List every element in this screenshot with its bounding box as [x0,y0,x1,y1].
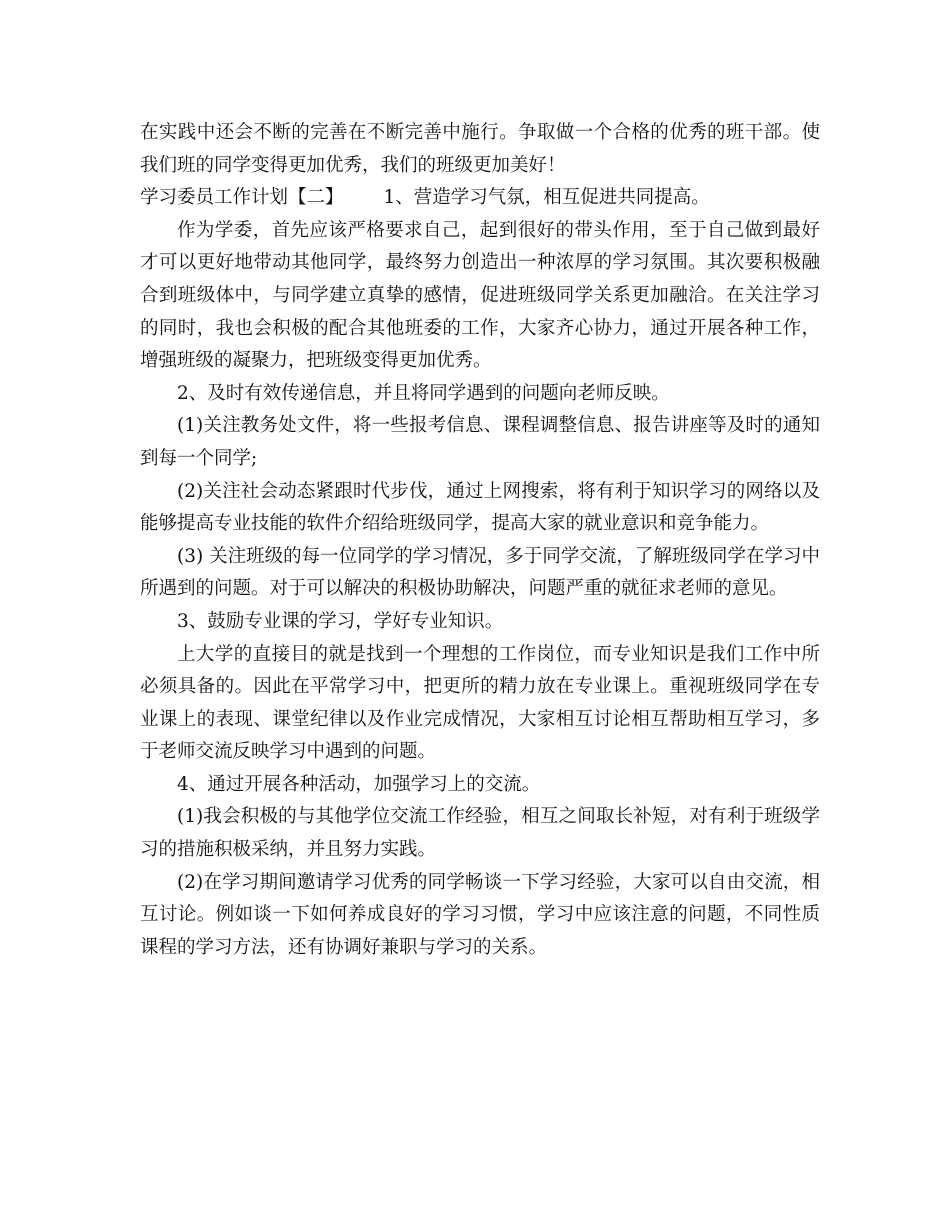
item-2-title: 2、及时有效传递信息，并且将同学遇到的问题向老师反映。 [177,382,670,404]
item-3-title: 3、鼓励专业课的学习，学好专业知识。 [177,610,504,632]
paragraph-item-2-sub-3: (3) 关注班级的每一位同学的学习情况，多于同学交流，了解班级同学在学习中所遇到的问题。对于可以解决的积极协助解决，问题严重的就征求老师的意见。 [140,545,820,600]
paragraph-item-2-sub-2: (2)关注社会动态紧跟时代步伐，通过上网搜索，将有利于知识学习的网络以及能够提高专业技能的软件介绍给班级同学，提高大家的就业意识和竞争能力。 [140,480,820,535]
section-heading-line [140,182,820,215]
item-4-title: 4、通过开展各种活动，加强学习上的交流。 [177,773,541,795]
document-body [140,117,820,964]
item-1-title: 1、营造学习气氛，相互促进共同提高。 [383,187,710,209]
paragraph-item-1-body: 作为学委，首先应该严格要求自己，起到很好的带头作用，至于自己做到最好才可以更好地带动其他同学，最终努力创造出一种浓厚的学习氛围。其次要积极融合到班级体中，与同学建立真挚的感情，促进班级同学关系更加融洽。在关注学习的同时，我也会积极的配合其他班委的工作，大家齐心协力，通过开展各种工作，增强班级的凝聚力，把班级变得更加优秀。 [140,219,820,372]
paragraph-item-2-sub-1: (1)关注教务处文件，将一些报考信息、课程调整信息、报告讲座等及时的通知到每一个同学; [140,415,820,469]
section-title: 学习委员工作计划【二】 [140,187,344,209]
paragraph-closing: 在实践中还会不断的完善在不断完善中施行。争取做一个合格的优秀的班干部。使我们班的同学变得更加优秀，我们的班级更加美好！ [140,122,820,176]
paragraph-item-4-sub-1: (1)我会积极的与其他学位交流工作经验，相互之间取长补短，对有利于班级学习的措施积极采纳，并且努力实践。 [140,806,820,861]
paragraph-item-3-body: 上大学的直接目的就是找到一个理想的工作岗位，而专业知识是我们工作中所必须具备的。因此在平常学习中，把更所的精力放在专业课上。重视班级同学在专业课上的表现、课堂纪律以及作业完成情况，大家相互讨论相互帮助相互学习，多于老师交流反映学习中遇到的问题。 [140,643,820,763]
paragraph-item-4-sub-2: (2)在学习期间邀请学习优秀的同学畅谈一下学习经验，大家可以自由交流，相互讨论。例如谈一下如何养成良好的学习习惯，学习中应该注意的问题，不同性质课程的学习方法，还有协调好兼职与学习的关系。 [140,871,820,958]
